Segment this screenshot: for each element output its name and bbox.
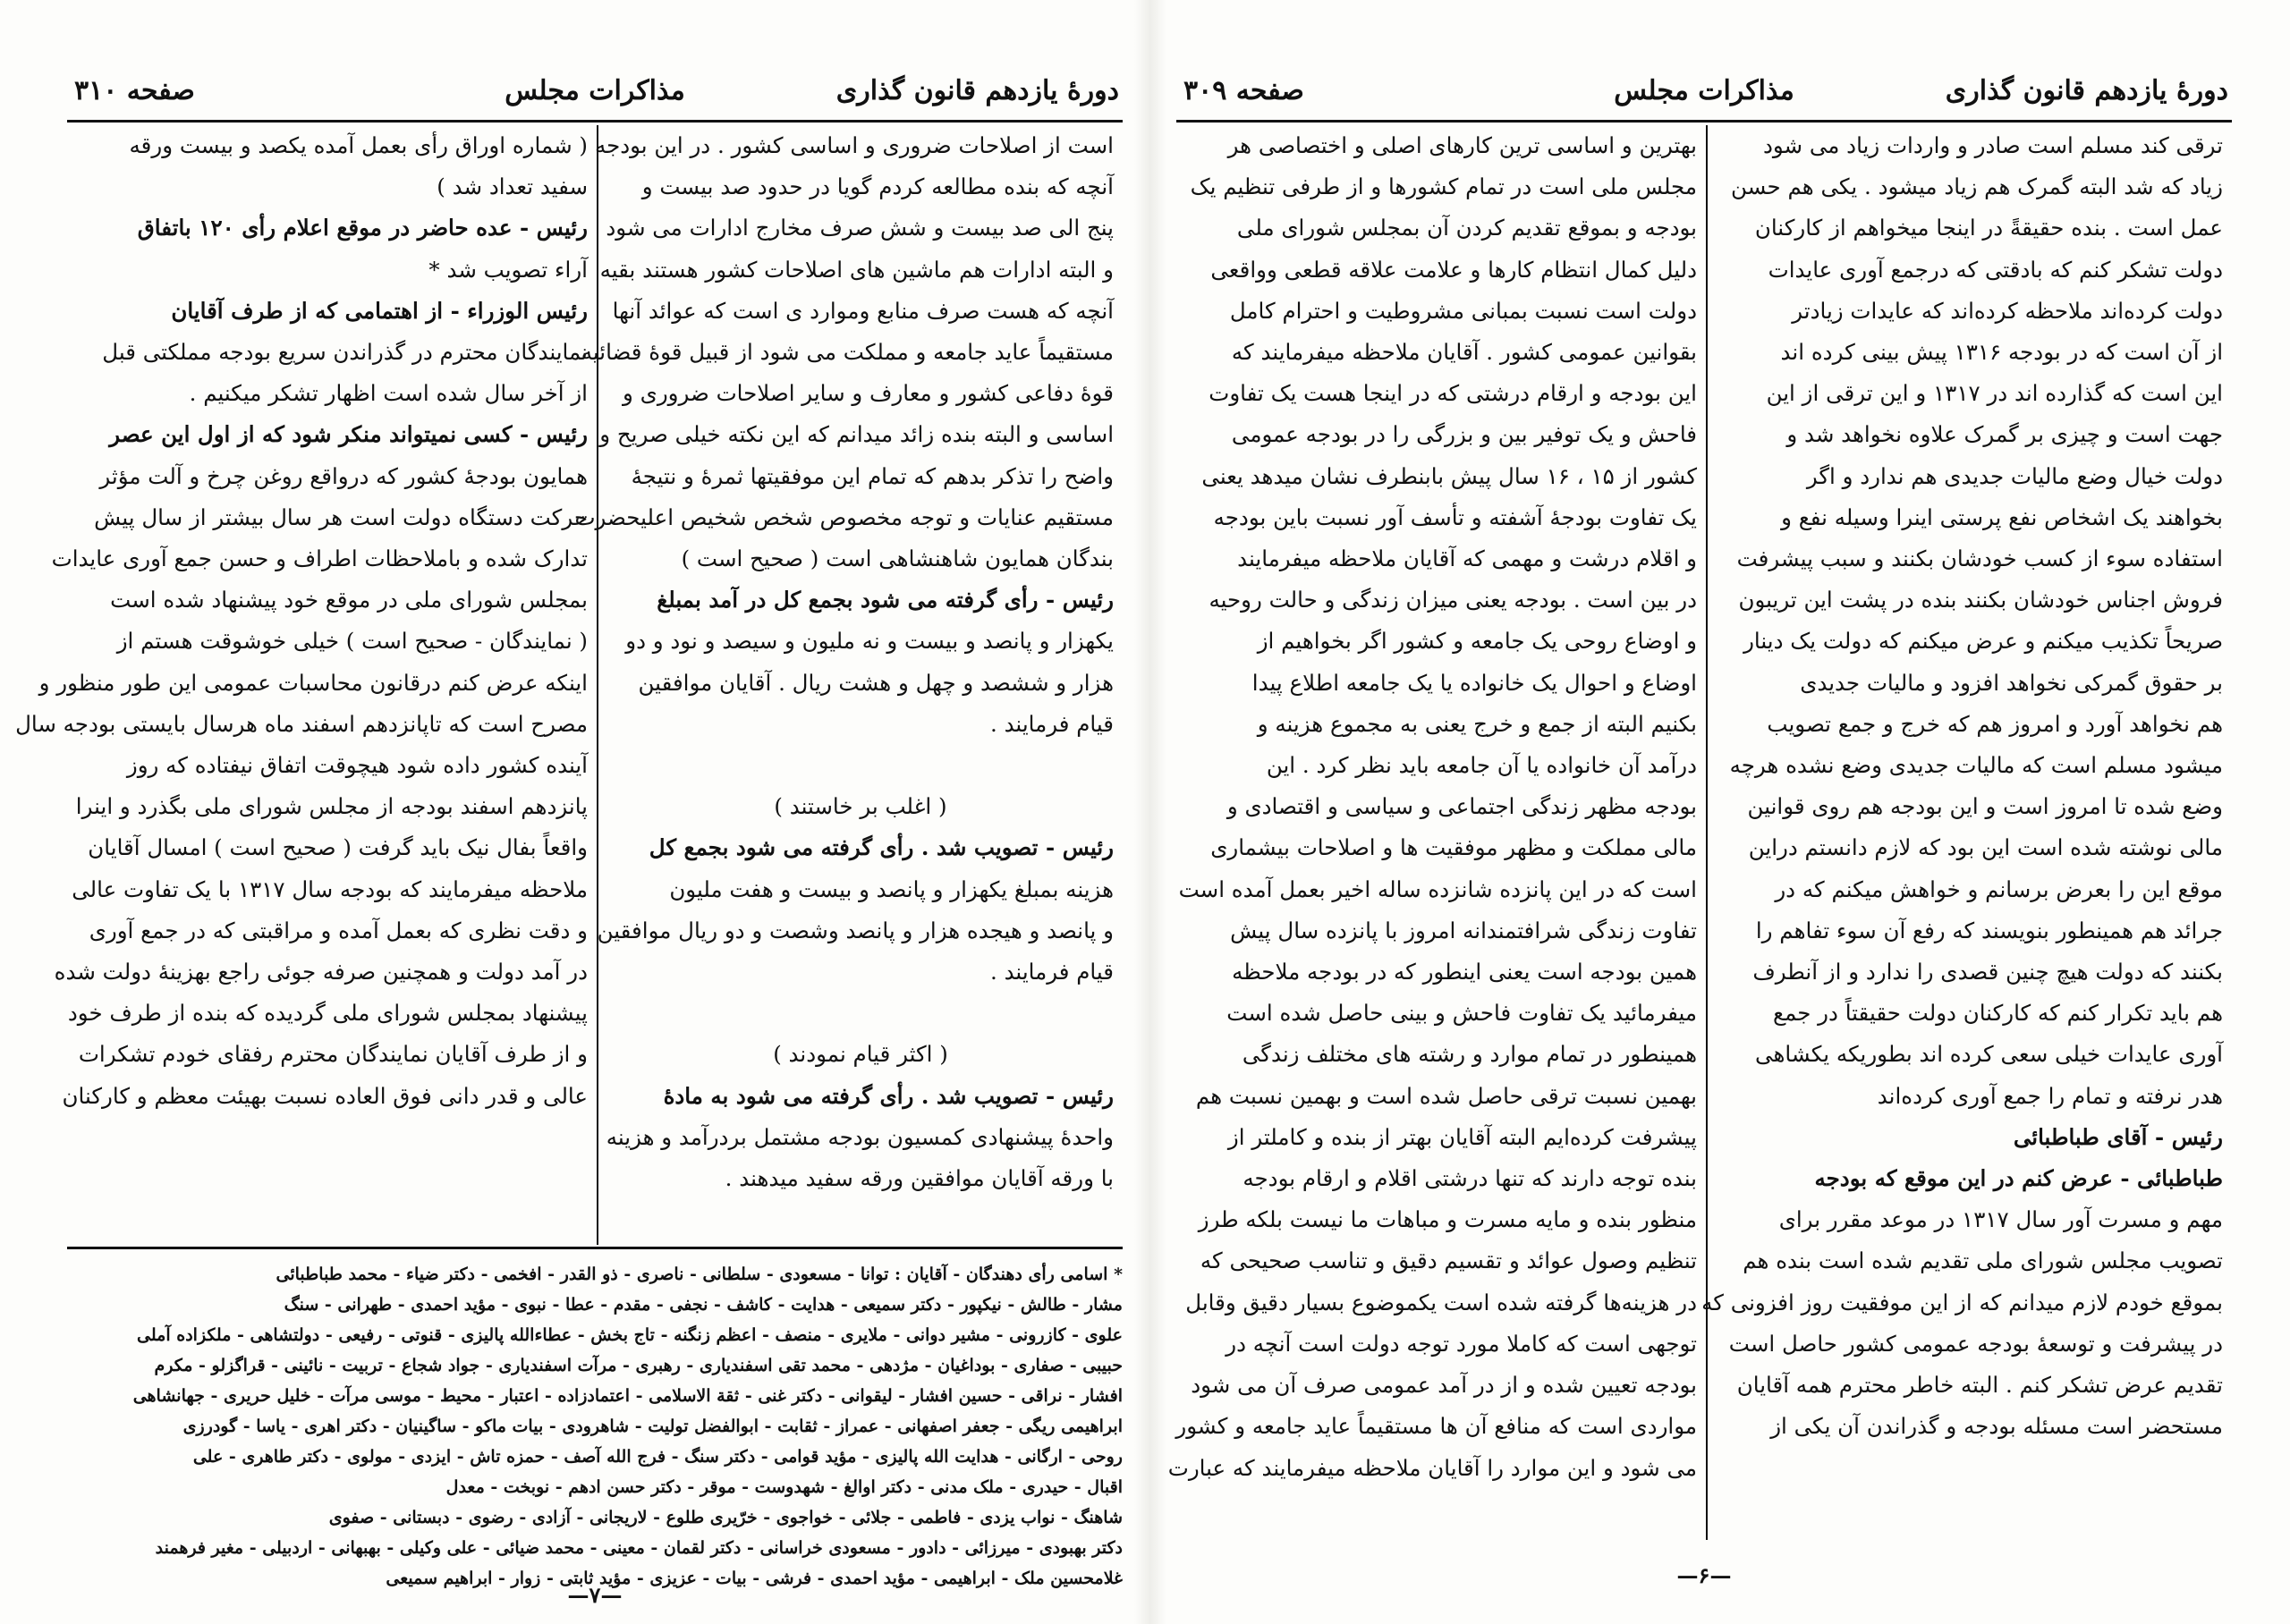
text-line: صریحاً تکذیب میکنم و عرض میکنم که دولت یک دینار: [1743, 628, 2223, 655]
text-line: یک تفاوت بودجهٔ آشفته و تأسف آور نسبت باین بودجه: [1213, 503, 1697, 530]
text-line: زیاد که شد البته گمرک هم زیاد میشود . یکی هم حسن: [1731, 173, 2223, 200]
text-line: بودجه و بموقع تقدیم کردن آن بمجلس شورای ملی: [1236, 215, 1697, 241]
text-line: [607, 993, 1114, 1034]
text-line: کشور از ۱۵ ، ۱۶ سال پیش بابنطرف نشان میدهد یعنی: [1201, 462, 1697, 489]
text-line: یکهزار و پانصد و بیست و نه ملیون و سیصد و نود و دو: [625, 628, 1114, 655]
text-line: بهمین نسبت ترقی حاصل شده است و بهمین نسبت هم: [1195, 1082, 1697, 1109]
text-line: آنچه که هست صرف منابع وموارد ی است که عوائد آنها: [612, 297, 1114, 324]
text-line: رئیس - کسی نمیتواند منکر شود که از اول این عصر: [109, 421, 588, 448]
text-line: و دقت نظری که بعمل آمده و مراقبتی که در جمع آوری: [89, 917, 588, 943]
text-line: اقبال - حیدری - ملک مدنی - دکتر اوالغ - شهدوست - موقر - دکتر حسن ادهم - نوبخت - معدل: [445, 1477, 1123, 1497]
text-line: هم نخواهد آورد و امروز هم که خرج و جمع تصویب: [1767, 710, 2223, 737]
text-line: ملاحظه میفرمایند که بودجه سال ۱۳۱۷ با یک تفاوت عالی: [72, 875, 588, 902]
text-line: و از طرف آقایان نمایندگان محترم رفقای خودم تشکرات: [78, 1041, 588, 1068]
text-line: هدر نرفته و تمام را جمع آوری کرده‌اند: [1877, 1082, 2223, 1109]
text-line: آینده کشور داده شود هیچوقت اتفاق نیفتاده که روز: [126, 752, 588, 779]
text-line: و اقلام درشت و مهمی که آقایان ملاحظه میفرمایند: [1237, 546, 1697, 572]
text-line: میشود مسلم است که مالیات جدیدی وضع نشده هرچه: [1729, 752, 2223, 779]
text-line: مالی نوشته شده است این بود که لازم دانستم دراین: [1748, 834, 2223, 861]
text-line: جهت است و چیزی بر گمرک علاوه نخواهد شد و: [1786, 421, 2223, 448]
text-line: می شود و این موارد را آقایان ملاحظه میفرمایند که عبارت: [1167, 1454, 1697, 1481]
text-line: بودجه تعیین شده و از در آمد عمومی صرف آن می شود: [1191, 1372, 1697, 1399]
text-line: واحدهٔ پیشنهادی کمسیون بودجه مشتمل بردرآمد و هزینه: [606, 1123, 1114, 1150]
text-line: ( نمایندگان - صحیح است ) خیلی خوشوقت هستم از: [116, 628, 588, 655]
text-line: دولت خیال وضع مالیات جدیدی هم ندارد و اگر: [1806, 462, 2223, 489]
header-page-label: صفحه ۳۰۹: [1183, 75, 1304, 106]
text-line: تنظیم وصول عوائد و تقسیم دقیق و تناسب صحیحی که: [1200, 1248, 1697, 1274]
text-line: دکتر بهبودی - میرزائی - دادور - مسعودی خراسانی - دکتر لقمان - معینی - محمد ضیائی - علی وکیلی - بهبهانی - اردبیلی - مغیر فرهمند: [155, 1538, 1123, 1558]
text-line: علوی - کازرونی - مشیر دوانی - ملایری - منصف - اعظم زنگنه - تاج بخش - عطاءالله پالیزی - قنوتی - رفیعی - دولتشاهی - ملکزاده آملی: [137, 1325, 1123, 1345]
text-line: اینکه عرض کنم درقانون محاسبات عمومی این طور منظور و: [38, 669, 588, 696]
text-line: حبیبی - صفاری - بوداغیان - مژدهی - محمد تقی اسفندیاری - رهبری - مرآت اسفندیاری - جواد شجاع - تربیت - نائینی - قراگزلو - مکرم: [154, 1356, 1123, 1375]
text-line: حرکت دستگاه دولت است هر سال بیشتر از سال پیش: [94, 503, 588, 530]
text-line: عمل است . بنده حقیقةً در اینجا میخواهم از کارکنان: [1754, 215, 2223, 241]
text-line: همایون بودجهٔ کشور که درواقع روغن چرخ و آلت مؤثر: [99, 462, 588, 489]
text-columns: [1167, 125, 2232, 1540]
text-line: بهترین و اساسی ترین کارهای اصلی و اختصاصی هر: [1227, 132, 1697, 158]
text-line: دولت است نسبت بمبانی مشروطیت و احترام کامل: [1229, 297, 1697, 324]
header-title: مذاکرات مجلس: [1614, 75, 1794, 106]
text-line: مستقیماً عاید جامعه و مملکت می شود از قبیل قوهٔ قضائیه: [581, 339, 1114, 366]
text-line: قوهٔ دفاعی کشور و معارف و سایر اصلاحات ضروری و: [623, 380, 1114, 407]
text-line: شاهنگ - نواب یزدی - فاطمی - جلائی - خواجوی - خرّیری طلوع - لاریجانی - آزادی - رضوی - دبستانی - صفوی: [328, 1508, 1123, 1527]
text-line: ابراهیمی ریگی - جعفر اصفهانی - عمراز - ثقابت - ابوالفضل تولیت - شاهرودی - بیات ماکو - ساگینیان - دکتر اهری - یاسا - گودرزی: [182, 1417, 1123, 1436]
text-line: بندگان همایون شاهنشاهی است ( صحیح است ): [681, 546, 1114, 572]
text-line: منظور بنده و مایه مسرت و مباهات ما نیست بلکه طرز: [1198, 1206, 1697, 1233]
text-line: مستحضر است مسئله بودجه و گذراندن آن یکی از: [1770, 1413, 2223, 1440]
text-line: میفرمائید یک تفاوت فاحش و بینی حاصل شده است: [1226, 1000, 1697, 1027]
book-gutter: [1134, 0, 1166, 1624]
text-columns: [15, 125, 1123, 1245]
text-line: مستقیم عنایات و توجه مخصوص شخص شخیص اعلیحضرت: [574, 503, 1114, 530]
text-line: بنده توجه دارند که تنها درشتی اقلام و ارقام بودجه: [1243, 1165, 1697, 1192]
text-line: بکنند که دولت هیچ چنین قصدی را ندارد و از آنطرف: [1752, 959, 2223, 985]
text-line: ( شماره اوراق رأی بعمل آمده یکصد و بیست ورقه: [129, 132, 588, 158]
text-line: قیام فرمایند .: [990, 710, 1114, 737]
text-line: در پیشرفت و توسعهٔ بودجه عمومی کشور حاصل است: [1728, 1330, 2223, 1357]
text-line: آنچه که بنده مطالعه کردم گویا در حدود صد بیست و: [641, 173, 1114, 200]
text-line: استفاده سوء از کسب خودشان بکنند و سبب پیشرفت: [1736, 546, 2223, 572]
text-line: از آخر سال شده است اظهار تشکر میکنیم .: [189, 380, 588, 407]
page-310: [15, 70, 1123, 1608]
text-line: واضح را تذکر بدهم که تمام این موفقیتها ثمرهٔ و نتیجهٔ: [631, 462, 1114, 489]
text-line: بودجه مظهر زندگی اجتماعی و سیاسی و اقتصادی و: [1226, 793, 1697, 820]
text-line: بر حقوق گمرکی نخواهد افزود و مالیات جدیدی: [1800, 669, 2223, 696]
text-line: جرائد هم همینطور بنویسند که رفع آن سوء تفاهم را: [1755, 917, 2223, 943]
text-line: پیشرفت کرده‌ایم البته آقایان بهتر از بنده و کاملتر از: [1227, 1123, 1697, 1150]
text-line: نمایندگان محترم در گذراندن سریع بودجه مملکتی قبل: [102, 339, 588, 366]
text-line: عالی و قدر دانی فوق العاده نسبت بهیئت معظم و کارکنان: [62, 1082, 588, 1109]
page-header: [67, 70, 1123, 123]
text-line: آراء تصویب شد *: [428, 256, 588, 283]
text-line: پانزدهم اسفند بودجه از مجلس شورای ملی بگذرد و اینرا: [75, 793, 588, 820]
text-line: طباطبائی - عرض کنم در این موقع که بودجه: [1814, 1165, 2223, 1192]
page-number: —۷—: [567, 1582, 623, 1608]
page-header: [1176, 70, 2232, 123]
text-line: و البته ادارات هم ماشین های اصلاحات کشور هستند بقیه: [599, 256, 1114, 283]
header-series: دورهٔ یازدهم قانون گذاری: [1945, 75, 2228, 106]
text-line: فاحش و یک توفیر بین و بزرگی را در بودجه عمومی: [1231, 421, 1697, 448]
text-line: قیام فرمایند .: [990, 959, 1114, 985]
text-line: دولت تشکر کنم که بادقتی که درجمع آوری عایدات: [1768, 256, 2223, 283]
text-line: هم باید تکرار کنم که کارکنان دولت حقیقتاً در جمع: [1773, 1000, 2223, 1027]
text-line: * اسامی رأی دهندگان - آقایان : توانا - مسعودی - سلطانی - ناصری - ذو القدر - افخمی - دکتر ضیاء - محمد طباطبائی: [276, 1265, 1123, 1284]
text-line: مالی مملکت و مظهر موفقیت ها و اصلاحات بیشماری: [1210, 834, 1697, 861]
column-left: [1167, 125, 1708, 1540]
text-line: مشار - طالش - نیکپور - دکتر سمیعی - هدایت - کاشف - نجفی - مقدم - عطا - نبوی - مؤید احمدی - طهرانی - سنگ: [284, 1295, 1123, 1315]
text-line: موقع این را بعرض برسانم و خواهش میکنم که در: [1775, 875, 2223, 902]
text-line: بقوانین عمومی کشور . آقایان ملاحظه میفرمایند که: [1231, 339, 1697, 366]
text-line: تدارک شده و باملاحظات اطراف و حسن جمع آوری عایدات: [51, 546, 588, 572]
footnote-voters: [67, 1259, 1123, 1594]
header-title: مذاکرات مجلس: [505, 75, 685, 106]
text-line: هزینه بمبلغ یکهزار و پانصد و بیست و هفت ملیون: [669, 875, 1114, 902]
text-line: همین بودجه است یعنی اینطور که در بودجه ملاحظه: [1232, 959, 1697, 985]
page-number: —۶—: [1676, 1562, 1732, 1588]
text-line: آوری عایدات خیلی سعی کرده اند بطوریکه یکشاهی: [1755, 1041, 2223, 1068]
text-line: درآمد آن خانواده یا آن جامعه باید نظر کرد . این: [1266, 752, 1697, 779]
text-line: دولت کرده‌اند ملاحظه کرده‌اند که عایدات زیادتر: [1792, 297, 2223, 324]
text-line: مصرح است که تاپانزدهم اسفند ماه هرسال بایستی بودجه سال: [15, 710, 588, 737]
column-right: [1701, 125, 2232, 1540]
text-line: ( اغلب بر خاستند ): [774, 793, 947, 820]
text-line: و پانصد و هیجده هزار و پانصد وشصت و دو ریال موافقین: [597, 917, 1114, 943]
text-line: مهم و مسرت آور سال ۱۳۱۷ در موعد مقرر برای: [1778, 1206, 2223, 1233]
text-line: از آن است که در بودجه ۱۳۱۶ پیش بینی کرده اند: [1780, 339, 2223, 366]
page-309: [1167, 70, 2232, 1608]
text-line: هزار و ششصد و چهل و هشت ریال . آقایان موافقین: [638, 669, 1114, 696]
text-line: بکنیم البته از جمع و خرج یعنی به مجموع هزینه و: [1257, 710, 1697, 737]
text-line: واقعاً بفال نیک باید گرفت ( صحیح است ) امسال آقایان: [88, 834, 588, 861]
text-line: رئیس الوزراء - از اهتمامی که از طرف آقایان: [171, 297, 588, 324]
text-line: پیشنهاد بمجلس شورای ملی گردیده که بنده از طرف خود: [67, 1000, 588, 1027]
text-line: این است که گذارده اند در ۱۳۱۷ و این ترقی از این: [1766, 380, 2223, 407]
column-left: [15, 125, 598, 1245]
text-line: این بودجه و ارقام درشتی که در اینجا هست یک تفاوت: [1209, 380, 1697, 407]
text-line: بموقع خودم لازم میدانم که از این موفقیت روز افزونی که: [1701, 1289, 2223, 1315]
text-line: در هزینه‌ها گرفته شده است یکموضوع بسیار دقیق وقابل: [1185, 1289, 1697, 1315]
text-line: همینطور در تمام موارد و رشته های مختلف زندگی: [1242, 1041, 1697, 1068]
text-line: مجلس ملی است در تمام کشورها و از طرفی تنظیم یک: [1190, 173, 1697, 200]
text-line: [607, 745, 1114, 786]
text-line: ( اکثر قیام نمودند ): [773, 1041, 948, 1068]
text-line: رئیس - تصویب شد . رأی گرفته می شود به مادهٔ: [663, 1082, 1114, 1109]
text-line: تقدیم عرض تشکر کنم . البته خاطر محترم همه آقایان: [1736, 1372, 2223, 1399]
text-line: رئیس - آقای طباطبائی: [2013, 1123, 2223, 1150]
text-line: ترقی کند مسلم است صادر و واردات زیاد می شود: [1762, 132, 2223, 158]
text-line: در بین است . بودجه یعنی میزان زندگی و حالت روحیه: [1209, 587, 1697, 613]
text-line: توجهی است که کاملا مورد توجه دولت است آنچه در: [1226, 1330, 1697, 1357]
text-line: است از اصلاحات ضروری و اساسی کشور . در این بودجه: [594, 132, 1114, 158]
text-line: پنج الی صد بیست و شش صرف مخارج ادارات می شود: [606, 215, 1114, 241]
text-line: افشار - نراقی - حسین افشار - لیقوانی - دکتر غنی - ثقة الاسلامی - اعتمادزاده - اعتبار - محیط - موسی مرآت - خلیل حریری - جهانشاهی: [132, 1386, 1123, 1406]
text-line: رئیس - رأی گرفته می شود بجمع کل در آمد بمبلغ: [657, 587, 1114, 613]
text-line: بخواهند یک اشخاص نفع پرستی اینرا وسیله نفع و: [1781, 503, 2223, 530]
text-line: بمجلس شورای ملی در موقع خود پیشنهاد شده است: [110, 587, 588, 613]
text-line: روحی - ارگانی - هدایت الله پالیزی - مؤید قوامی - دکتر سنگ - فرج الله آصف - حمزه تاش - ایزدی - مولوی - دکتر طاهری - علی: [192, 1447, 1123, 1467]
text-line: اساسی و البته بنده زائد میدانم که این نکته خیلی صریح و: [599, 421, 1114, 448]
footnote-divider: [67, 1247, 1123, 1249]
text-line: رئیس - عده حاضر در موقع اعلام رأی ۱۲۰ باتفاق: [137, 215, 588, 241]
text-line: دلیل کمال انتظام کارها و علامت علاقه قطعی وواقعی: [1210, 256, 1697, 283]
text-line: وضع شده تا امروز است و این بودجه هم روی قوانین: [1747, 793, 2223, 820]
text-line: فروش اجناس خودشان بکنند بنده در پشت این تریبون: [1738, 587, 2223, 613]
text-line: در آمد دولت و همچنین صرفه جوئی راجع بهزینهٔ دولت شده: [54, 959, 588, 985]
text-line: غلامحسین ملک - ابراهیمی - مؤید احمدی - فرشی - بیات - عزیزی - مؤید ثابتی - زوار - ابراهیم سمیعی: [386, 1569, 1123, 1588]
header-page-label: صفحه ۳۱۰: [74, 75, 195, 106]
text-line: اوضاع و احوال یک خانواده یا یک جامعه اطلاع پیدا: [1251, 669, 1697, 696]
text-line: سفید تعداد شد ): [437, 173, 588, 200]
column-right: [574, 125, 1123, 1245]
text-line: تفاوت زندگی شرافتمندانه امروز با پانزده سال پیش: [1230, 917, 1697, 943]
text-line: و اوضاع روحی یک جامعه و کشور اگر بخواهیم از: [1257, 628, 1697, 655]
text-line: با ورقه آقایان موافقین ورقه سفید میدهند .: [725, 1165, 1114, 1192]
text-line: تصویب مجلس شورای ملی تقدیم شده است بنده هم: [1743, 1248, 2223, 1274]
text-line: رئیس - تصویب شد . رأی گرفته می شود بجمع کل: [649, 834, 1114, 861]
text-line: است که در این پانزده شانزده ساله اخیر بعمل آمده است: [1178, 875, 1697, 902]
text-line: مواردی است که منافع آن ها مستقیماً عاید جامعه و کشور: [1175, 1413, 1697, 1440]
header-series: دورهٔ یازدهم قانون گذاری: [835, 75, 1119, 106]
